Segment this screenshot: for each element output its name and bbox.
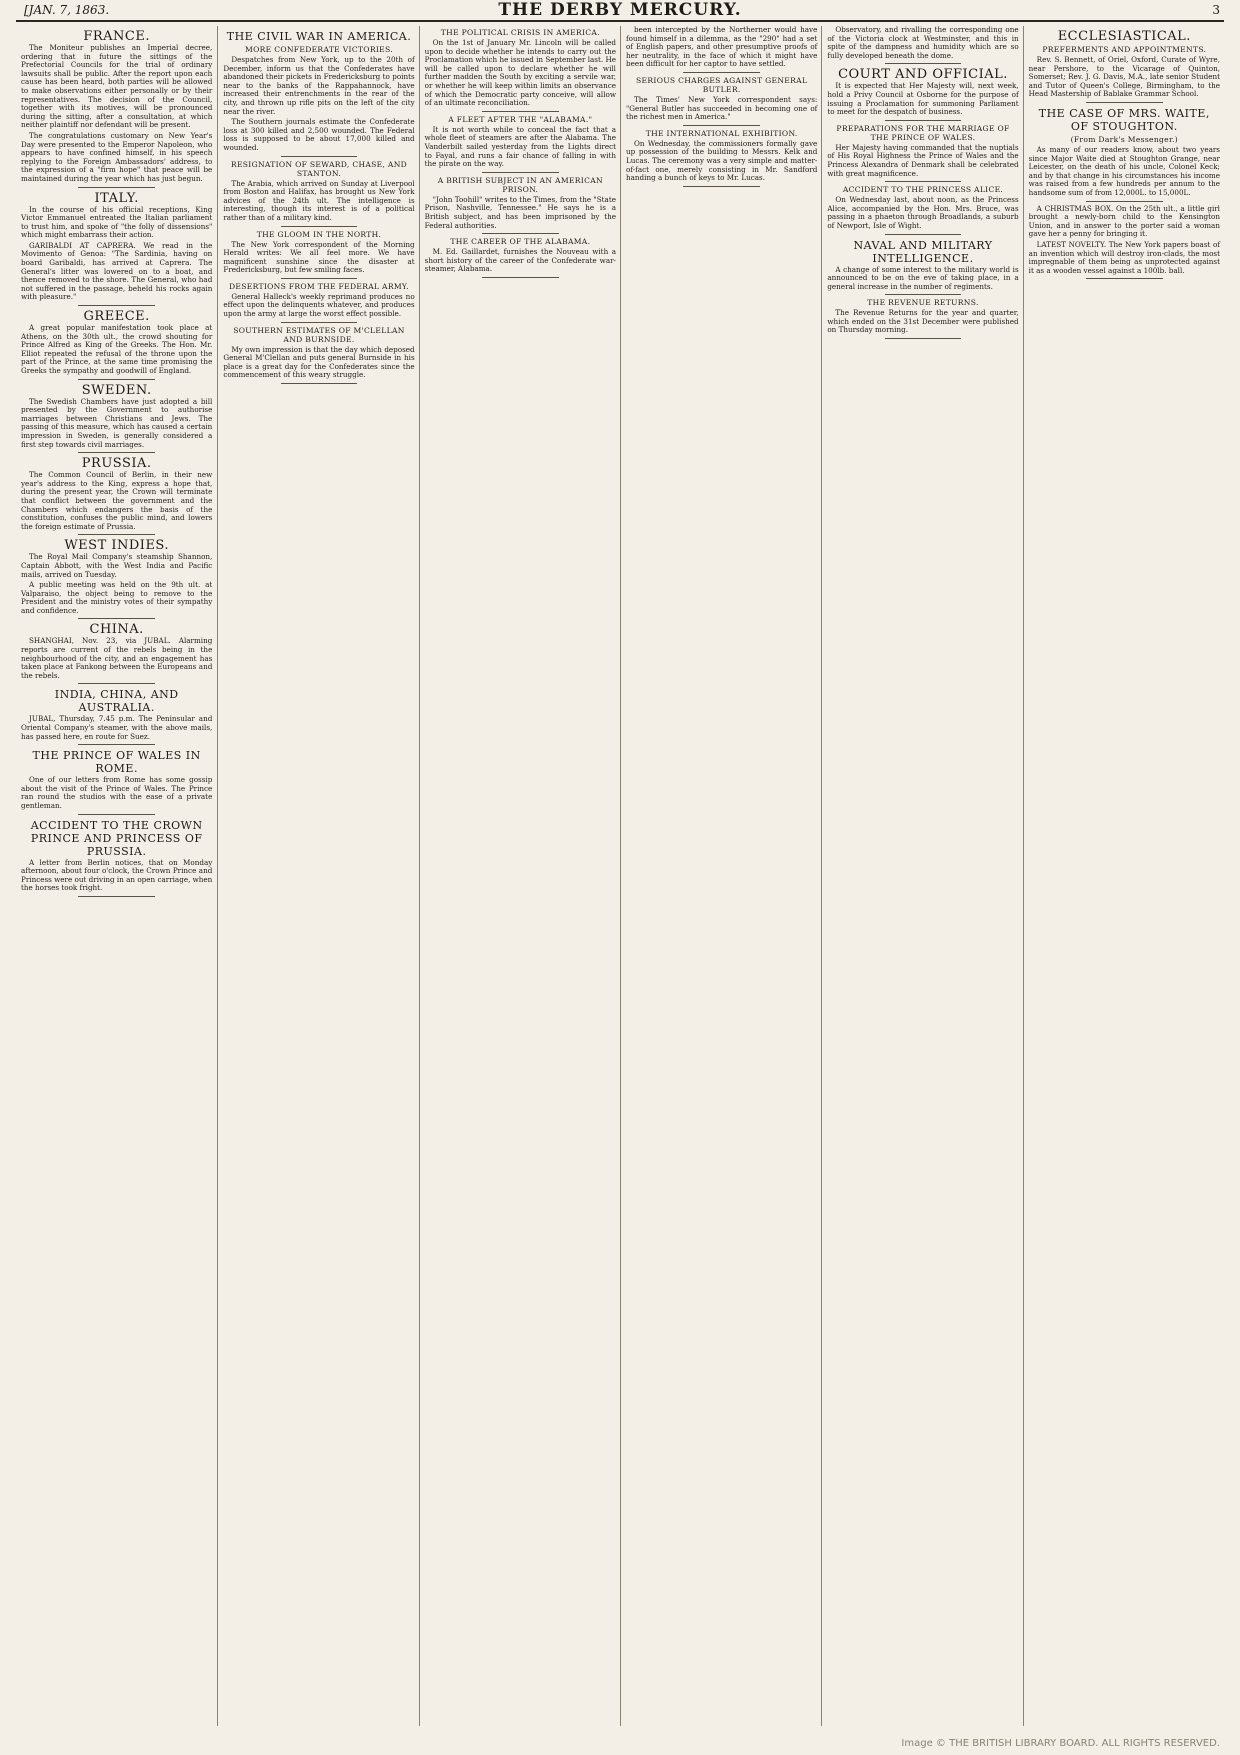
article-paragraph: GARIBALDI AT CAPRERA. We read in the Movimento of Genoa: "The Sardinia, having on board Garibaldi, has arrived at Caprera. The General's litter was lowered on to a boat, and thence removed to the shore. The General, who had not suffered in the passage, beheld his rocks again with pleasure.": [21, 240, 213, 302]
section-divider: [885, 338, 962, 339]
section-divider: [482, 172, 559, 173]
article-paragraph: Rev. S. Bennett, of Oriel, Oxford, Curate of Wyre, near Pershore, to the Vicarage of Quinton, Somerset; Rev. J. G. Davis, M.A., late senior Student and Tutor of Queen's College, Birmingham, to the Head Mastership of Bablake Grammar School.: [1028, 55, 1220, 99]
section-subheading: A BRITISH SUBJECT IN AN AMERICAN PRISON.: [437, 175, 603, 194]
section-heading: GREECE.: [83, 309, 150, 325]
section-divider: [885, 294, 962, 295]
article-paragraph: The Common Council of Berlin, in their new year's address to the King, express a hope that, during the present year, the Crown will terminate that conflict between the government and the Chambers which endangers the basis of the constitution, confuses the public mind, and lowers the foreign estimate of Prussia.: [21, 470, 213, 531]
article-paragraph: The Royal Mail Company's steamship Shannon, Captain Abbott, with the West India and Pacific mails, arrived on Tuesday.: [21, 552, 213, 579]
section-heading: ACCIDENT TO THE CROWN PRINCE AND PRINCESS OF PRUSSIA.: [30, 818, 203, 858]
article-paragraph: LATEST NOVELTY. The New York papers boast of an invention which will destroy iron-clads, the most impregnable of them being as unprotected against it as a wooden vessel against a 100lb. ball.: [1028, 239, 1220, 275]
section-divider: [281, 383, 358, 384]
section-heading: WEST INDIES.: [64, 538, 170, 554]
section-divider: [885, 120, 962, 121]
article-paragraph: On Wednesday last, about noon, as the Princess Alice, accompanied by the Hon. Mrs. Bruce, was passing in a phaeton through Broadlands, a suburb of Newport, Isle of Wight.: [827, 195, 1019, 230]
article-paragraph: My own impression is that the day which deposed General M'Clellan and puts general Burnside in his place is a great day for the Confederates since the commencement of this weary struggle.: [223, 344, 415, 380]
section-subheading: PREFERMENTS AND APPOINTMENTS.: [1042, 45, 1207, 54]
section-divider: [885, 63, 962, 64]
section-subheading: THE INTERNATIONAL EXHIBITION.: [645, 128, 798, 138]
section-subheading: (From Dark's Messenger.): [1070, 134, 1179, 144]
section-divider: [281, 226, 358, 227]
article-paragraph: The Swedish Chambers have just adopted a bill presented by the Government to authorise marriages between Christians and Jews. The passing of this measure, which has caused a certain impression in Sweden, is generally considered a first step towards civil marriages.: [21, 396, 213, 449]
section-divider: [281, 156, 358, 157]
section-divider: [1086, 278, 1163, 279]
section-divider: [683, 186, 760, 187]
column-2: [217, 26, 419, 1726]
column-4: [620, 26, 822, 1726]
section-heading: NAVAL AND MILITARY INTELLIGENCE.: [853, 238, 993, 265]
paper-title: THE DERBY MERCURY.: [498, 0, 742, 20]
section-divider: [482, 233, 559, 234]
columns-container: [16, 26, 1224, 1726]
section-divider: [78, 305, 155, 306]
section-divider: [78, 618, 155, 619]
article-paragraph: A public meeting was held on the 9th ult. at Valparaiso, the object being to remove to the President and the ministry votes of their sympathy and confidence.: [21, 580, 213, 615]
article-paragraph: In the course of his official receptions, King Victor Emmanuel entreated the Italian parliament to trust him, and spoke of "the folly of dissensions" which might embarrass their action.: [21, 204, 213, 240]
section-divider: [78, 187, 155, 188]
section-subheading: ACCIDENT TO THE PRINCESS ALICE.: [842, 185, 1004, 195]
section-subheading: THE POLITICAL CRISIS IN AMERICA.: [440, 28, 600, 37]
section-divider: [281, 278, 358, 279]
section-divider: [683, 125, 760, 126]
article-paragraph: A CHRISTMAS BOX. On the 25th ult., a little girl brought a newly-born child to the Kensington Union, and in answer to the porter said a woman gave her a penny for bringing it.: [1028, 203, 1220, 239]
section-heading: FRANCE.: [83, 29, 150, 44]
section-subheading: THE CAREER OF THE ALABAMA.: [450, 237, 591, 247]
section-heading: SWEDEN.: [81, 382, 152, 398]
article-paragraph: A letter from Berlin notices, that on Monday afternoon, about four o'clock, the Crown Prince and Princess were out driving in an open carriage, when the horses took fright.: [21, 857, 213, 893]
article-paragraph: On the 1st of January Mr. Lincoln will be called upon to decide whether he intends to carry out the Proclamation which he issued in September last. He will be called upon to declare whether he will further madden the South by exciting a servile war, or whether he will keep within limits an observance of which the Democratic party conceive, will allow of an ultimate reconciliation.: [424, 38, 616, 108]
section-divider: [78, 744, 155, 745]
section-heading: THE CIVIL WAR IN AMERICA.: [226, 30, 412, 43]
article-paragraph: On Wednesday, the commissioners formally gave up possession of the building to Messrs. Kelk and Lucas. The ceremony was a very simple and matter-of-fact one, merely consisting in Mr. Sandford handing a bunch of keys to Mr. Lucas.: [626, 138, 818, 183]
article-paragraph: The New York correspondent of the Morning Herald writes: We all feel more. We have magnificent sunshine since the disaster at Fredericksburg, but few smiling faces.: [223, 239, 415, 275]
article-paragraph: The Times' New York correspondent says: "General Butler has succeeded in becoming one of the richest men in America.": [626, 94, 818, 122]
article-paragraph: been intercepted by the Northerner would have found himself in a dilemma, as the "290" had a set of English papers, and other presumptive proofs of her neutrality, in the face of which it might have been difficult for her captor to have settled.: [626, 26, 818, 69]
column-6: [1023, 26, 1225, 1726]
section-divider: [78, 814, 155, 815]
article-paragraph: Her Majesty having commanded that the nuptials of His Royal Highness the Prince of Wales and the Princess Alexandra of Denmark shall be celebrated with great magnificence.: [827, 142, 1019, 178]
article-paragraph: JUBAL, Thursday, 7.45 p.m. The Peninsular and Oriental Company's steamer, with the above mails, has passed here, en route for Suez.: [21, 714, 213, 741]
column-3: [419, 26, 621, 1726]
article-paragraph: The congratulations customary on New Year's Day were presented to the Emperor Napoleon, who appears to have confined himself, in his speech replying to the Foreign Ambassadors' address, to the expression of a "firm hope" that peace will be maintained during the year which has just begun.: [21, 130, 213, 183]
section-divider: [683, 72, 760, 73]
article-paragraph: Observatory, and rivalling the corresponding one of the Victoria clock at Westminster, and this in spite of the dampness and humidity which are so fully developed beneath the dome.: [827, 26, 1019, 60]
section-subheading: SERIOUS CHARGES AGAINST GENERAL BUTLER.: [636, 75, 808, 94]
column-5: [821, 26, 1023, 1726]
article-paragraph: "John Toohill" writes to the Times, from the "State Prison, Nashville, Tennessee." He says he is a British subject, and has been imprisoned by the Federal authorities.: [424, 194, 616, 230]
section-subheading: RESIGNATION OF SEWARD, CHASE, AND STANTON.: [230, 159, 408, 178]
article-paragraph: The Revenue Returns for the year and quarter, which ended on the 31st December were published on Thursday morning.: [827, 308, 1019, 335]
article-paragraph: The Arabia, which arrived on Sunday at Liverpool from Boston and Halifax, has brought us New York advices of the 24th ult. The intelligence is interesting, though its interest is of a political rather than of a military kind.: [223, 178, 415, 222]
section-subheading: SOUTHERN ESTIMATES OF M'CLELLAN AND BURNSIDE.: [233, 325, 405, 344]
section-divider: [482, 277, 559, 278]
section-subheading: A FLEET AFTER THE "ALABAMA.": [448, 114, 593, 124]
article-paragraph: It is expected that Her Majesty will, next week, hold a Privy Council at Osborne for the purpose of issuing a Proclamation for summoning Parliament to meet for the despatch of business.: [827, 81, 1019, 117]
article-paragraph: As many of our readers know, about two years since Major Waite died at Stoughton Grange, near Leicester, on the death of his uncle, Colonel Keck; and by that change in his circumstances his income was raised from a few hundreds per annum to the handsome sum of from 12,000L. to 15,000L.: [1028, 144, 1220, 197]
section-heading: ITALY.: [94, 190, 139, 206]
column-1: [16, 26, 217, 1726]
section-heading: CHINA.: [89, 622, 144, 638]
section-divider: [78, 534, 155, 535]
article-paragraph: SHANGHAI, Nov. 23, via JUBAL. Alarming reports are current of the rebels being in the neighbourhood of the city, and an engagement has taken place at Fankong between the Europeans and the rebels.: [21, 636, 213, 680]
article-paragraph: The Moniteur publishes an Imperial decree, ordering that in future the sittings of the Prefectorial Councils for the trial of ordinary lawsuits shall be public. After the report upon each cause has been heard, both parties will be allowed to make observations either personally or by their representatives. The decision of the Council, together with its motives, will be pronounced during the sitting, after a consultation, at which neither plaintiff nor defendant will be present.: [21, 43, 213, 130]
section-subheading: MORE CONFEDERATE VICTORIES.: [245, 45, 393, 54]
article-paragraph: Despatches from New York, up to the 20th of December, inform us that the Confederates have abandoned their pickets in Fredericksburg to points near to the banks of the Rappahannock, have increased their entrenchments in the rear of the city, and thrown up rifle pits on the left of the city near the river.: [223, 55, 415, 116]
section-heading: PRUSSIA.: [81, 456, 152, 472]
section-divider: [1086, 201, 1163, 202]
section-heading: THE PRINCE OF WALES IN ROME.: [32, 749, 201, 776]
article-paragraph: M. Ed. Gaillardet, furnishes the Nouveau with a short history of the career of the Confederate war-steamer, Alabama.: [424, 247, 616, 274]
section-divider: [1086, 102, 1163, 103]
section-subheading: THE REVENUE RETURNS.: [867, 298, 979, 308]
section-subheading: THE GLOOM IN THE NORTH.: [256, 229, 382, 239]
article-paragraph: General Halleck's weekly reprimand produces no effect upon the delinquents whatever, and produces upon the army at large the worst effect possible.: [223, 291, 415, 319]
masthead: [16, 0, 1224, 22]
page-number: 3: [1212, 3, 1220, 17]
article-paragraph: A change of some interest to the military world is announced to be on the eve of taking place, in a general increase in the number of regiments.: [827, 264, 1019, 291]
section-divider: [482, 111, 559, 112]
section-heading: INDIA, CHINA, AND AUSTRALIA.: [54, 688, 179, 715]
article-paragraph: It is not worth while to conceal the fact that a whole fleet of steamers are after the Alabama. The Vanderbilt sailed yesterday from the Lights direct to Fayal, and runs a fair chance of falling in with the pirate on the way.: [424, 124, 616, 169]
section-divider: [885, 181, 962, 182]
section-heading: THE CASE OF MRS. WAITE, OF STOUGHTON.: [1038, 106, 1210, 133]
section-heading: COURT AND OFFICIAL.: [838, 67, 1008, 83]
section-subheading: DESERTIONS FROM THE FEDERAL ARMY.: [229, 281, 409, 291]
image-credit: Image © THE BRITISH LIBRARY BOARD. ALL RIGHTS RESERVED.: [901, 1738, 1220, 1749]
section-divider: [885, 234, 962, 235]
issue-date: [JAN. 7, 1863.: [24, 3, 110, 17]
section-divider: [78, 452, 155, 453]
article-paragraph: A great popular manifestation took place at Athens, on the 30th ult., the crowd shouting for Prince Alfred as King of the Greeks. The Hon. Mr. Elliot repeated the refusal of the throne upon the part of the Prince, at the same time promising the Greeks the sympathy and goodwill of England.: [21, 323, 213, 375]
section-divider: [281, 322, 358, 323]
section-subheading: PREPARATIONS FOR THE MARRIAGE OF THE PRINCE OF WALES.: [836, 123, 1010, 142]
article-paragraph: The Southern journals estimate the Confederate loss at 300 killed and 2,500 wounded. The Federal loss is supposed to be about 17,000 killed and wounded.: [223, 117, 415, 152]
article-paragraph: One of our letters from Rome has some gossip about the visit of the Prince of Wales. The Prince ran round the studios with the ease of a private gentleman.: [21, 775, 213, 810]
section-divider: [78, 379, 155, 380]
section-divider: [78, 683, 155, 684]
section-heading: ECCLESIASTICAL.: [1057, 29, 1191, 44]
section-divider: [78, 896, 155, 897]
